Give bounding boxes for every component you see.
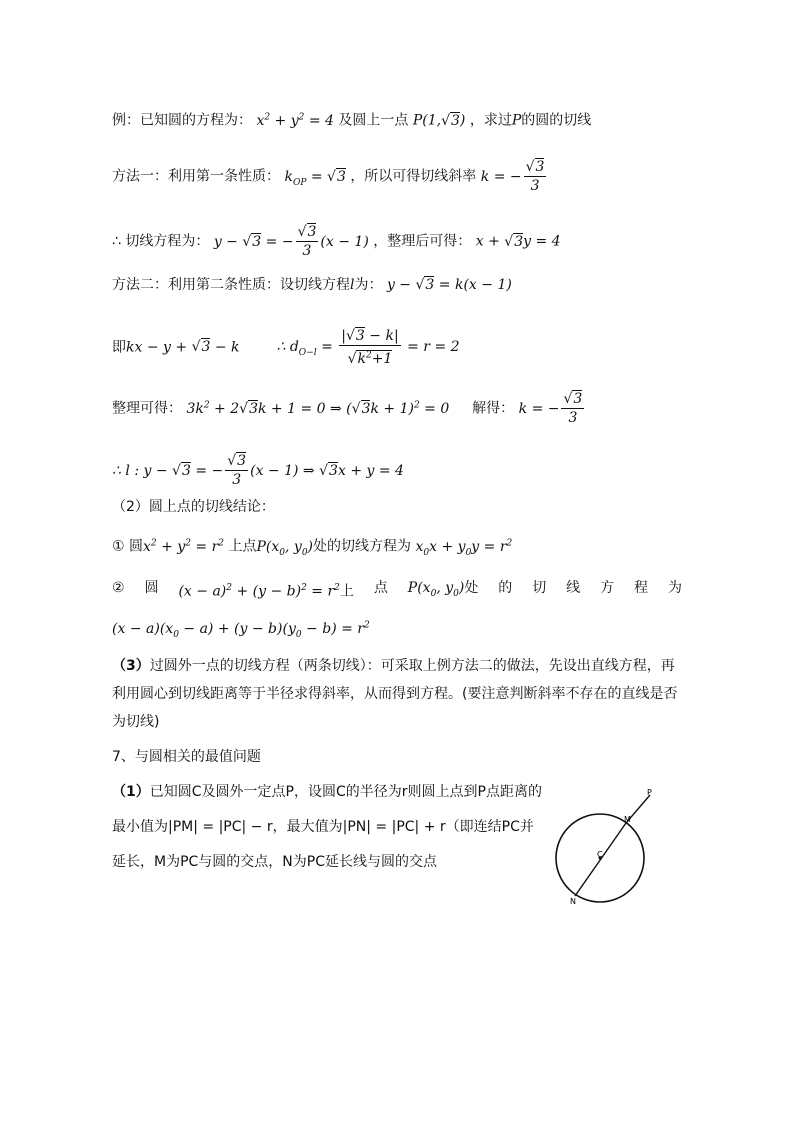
section7-p1 [112, 775, 547, 880]
tangent1-result: x + √ 3y = 4 [476, 233, 561, 250]
item2-char: 切 [532, 580, 547, 596]
method2-line [112, 275, 512, 295]
section2-item2-result [112, 615, 370, 644]
item1-text3: 处的切线方程为 [313, 538, 412, 555]
method1-mid: ，所以可得切线斜率 [350, 168, 477, 185]
item1-result: $x_0x + y_0y = r^2$ [415, 538, 513, 558]
section3 [112, 652, 687, 736]
item1-point: $P(x_0$, $y_0$) [256, 538, 314, 558]
example-suffix: ，求过 [469, 112, 512, 129]
segment-mn [575, 823, 626, 896]
label-p: P [647, 788, 652, 797]
distance-eq: ∴ $d_{O-l}$ = |√ 3 − k| √ $k^2+1$ = r = 2 [276, 339, 459, 355]
solve-prefix: 整理可得： [112, 400, 182, 417]
final-line [112, 452, 404, 489]
line-expr: kx − y + √ 3 − k [126, 338, 240, 355]
section2-item1 [112, 533, 512, 562]
circle-equation: $x^2 + y^2 = 4$ [256, 112, 334, 129]
item1-num: ① [112, 538, 125, 555]
section3-text: 过圆外一点的切线方程（两条切线）：可采取上例方法二的做法，先设出直线方程，再利用圆心到切线距离等于半径求得斜率，从而得到方程。(要注意判断斜率不存在的直线是否为切线) [112, 658, 678, 730]
method1-text: 方法一：利用第一条性质： [112, 168, 280, 185]
item1-text2: 上点 [228, 538, 257, 555]
item1-text1: 圆 [129, 538, 144, 555]
final-eq: ∴ l : y − √ 3 = − √ $\frac{3}{3}$ (x − 1) ⇒ √ 3x + y = 4 [112, 463, 404, 479]
method2b-line [112, 327, 460, 368]
item2-num: ② [112, 580, 125, 596]
item2-eq: $(x - a)^2 + (y - b)^2 = r^2$上 [178, 583, 354, 600]
tangent1-eq: y − √ 3 = − √ $\frac{3}{3}$ (x − 1) [214, 234, 369, 250]
item2-char: 程 [634, 580, 649, 596]
l-var: l [350, 277, 355, 293]
method2-text: 方法二：利用第二条性质：设切线方程 [112, 277, 350, 293]
item2-result: $(x - a)(x_0 - a) + (y - b)(y_0 - b) = r^2$ [112, 620, 370, 640]
item2-char: 线 [566, 580, 581, 596]
example-prefix: 例：已知圆的方程为： [112, 112, 252, 129]
method2b-prefix: 即 [112, 339, 126, 356]
method2-eq: y − √ 3 = k(x − 1) [387, 276, 512, 293]
solve-line [112, 390, 586, 427]
quadratic-eq: $3k^2 + 2√$ 3k + 1 = 0 ⇒ (√ 3k + 1)$^2$ = 0 [186, 401, 449, 417]
method2-mid: 为： [354, 277, 383, 293]
example-mid: 及圆上一点 [338, 112, 409, 129]
section2-item2 [112, 578, 682, 604]
example-line [112, 107, 591, 131]
k-op-eq: $k_{OP}$ = √ 3 [284, 169, 345, 185]
circle-figure [552, 783, 672, 913]
slope-k: k = − √ $\frac{3}{3}$ [481, 169, 549, 185]
p-var: P [511, 112, 522, 129]
section3-title: （3） [112, 658, 150, 674]
method1-line [112, 158, 548, 195]
item2-char: 为 [667, 580, 682, 596]
section7-p1-text: 已知圆C及圆外一定点P，设圆C的半径为r则圆上点到P点距离的最小值为|PM| = |PC| − r，最大值为|PN| = |PC| + r（即连结PC并延长，M为PC与圆的交点，N为PC延长线与圆的交点 [112, 784, 542, 870]
solve-k: k = − √ $\frac{3}{3}$ [519, 401, 587, 417]
label-m: M [624, 815, 631, 824]
section7-title: 7、与圆相关的最值问题 [112, 749, 261, 765]
label-c: C [597, 850, 603, 859]
tangent1-line [112, 223, 561, 260]
label-n: N [570, 897, 576, 906]
section7-p1-prefix: （1） [112, 784, 150, 800]
solve-mid: 解得： [472, 400, 515, 417]
item1-eq: $x^2 + y^2 = r^2$ [143, 538, 225, 555]
item2-char: 方 [600, 580, 615, 596]
item2-char-dian: 点 [373, 580, 388, 596]
item2-point: $P(x_0$, $y_0$)处 [407, 580, 479, 599]
tangent1-mid: ，整理后可得： [373, 233, 472, 250]
point-p: P(1,√ 3) [413, 112, 466, 129]
section2-title: （2）圆上点的切线结论： [112, 499, 275, 515]
example-suffix2: 的圆的切线 [521, 112, 592, 129]
tangent1-prefix: ∴ 切线方程为： [112, 233, 210, 250]
item2-text1: 圆 [144, 580, 159, 596]
item2-char: 的 [498, 580, 513, 596]
